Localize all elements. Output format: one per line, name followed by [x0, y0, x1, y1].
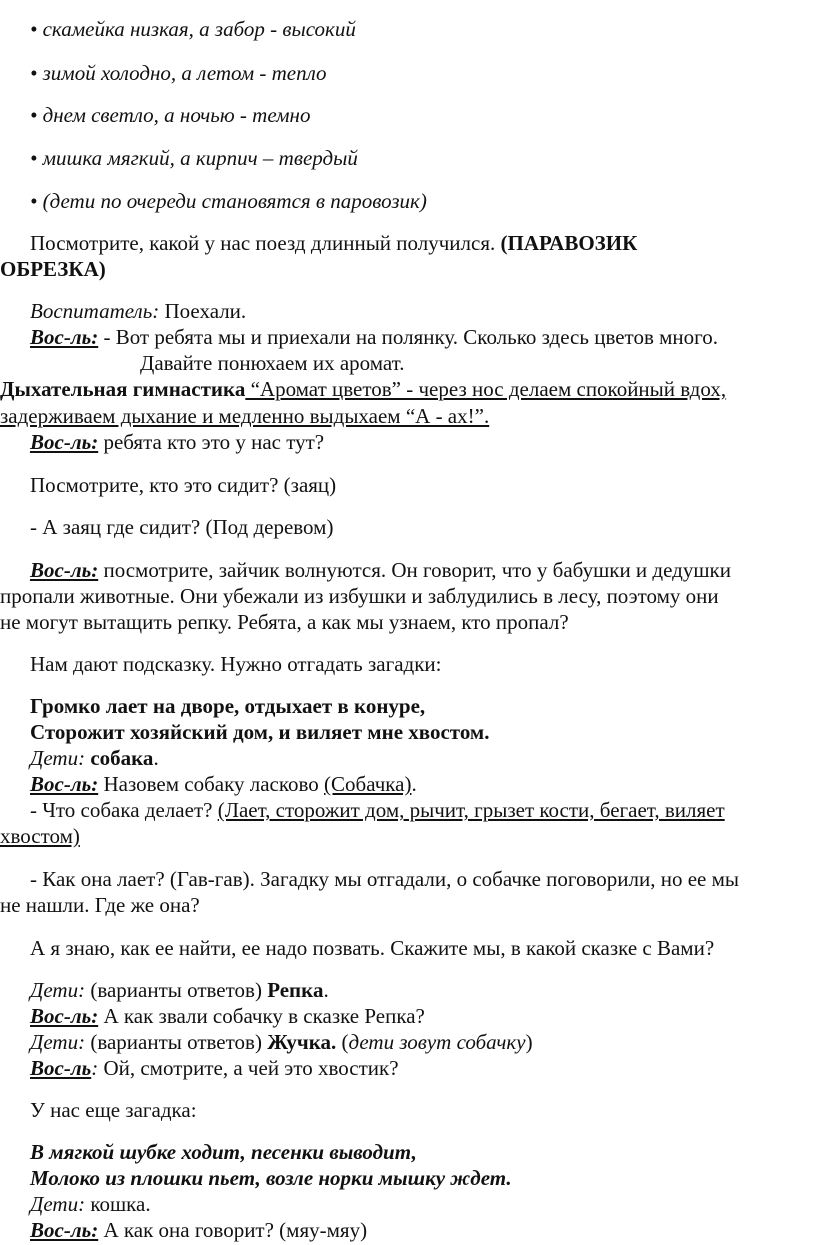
paragraph-bark-cont: не нашли. Где же она?: [0, 893, 200, 917]
paragraph-field: Вос-ль: - Вот ребята мы и приехали на полянку. Сколько здесь цветов много.: [30, 325, 718, 349]
answer-cat: Дети: кошка.: [30, 1192, 151, 1216]
bullet-icon: •: [30, 17, 38, 41]
paragraph-field-cont: Давайте понюхаем их аромат.: [140, 351, 405, 375]
bullet-icon: •: [30, 189, 38, 213]
answer-dog: Дети: собака.: [30, 746, 159, 770]
paragraph-cat: Вос-ль: А как она говорит? (мяу-мяу): [30, 1218, 368, 1242]
bullet-icon: •: [30, 146, 38, 170]
answer-tale: Дети: (варианты ответов) Репка.: [30, 978, 329, 1002]
list-item: • скамейка низкая, а забор - высокий: [30, 17, 356, 41]
paragraph-train-cont: ОБРЕЗКА): [0, 257, 106, 281]
paragraph-where: - А заяц где сидит? (Под деревом): [30, 515, 334, 539]
list-item: • днем светло, а ночью - темно: [30, 103, 311, 127]
breathing-exercise: Дыхательная гимнастика “Аромат цветов” - через нос делаем спокойный вдох,: [0, 377, 727, 401]
list-item: • зимой холодно, а летом - тепло: [30, 61, 327, 85]
answer-zhuchka: Дети: (варианты ответов) Жучка. (дети зовут собачку): [30, 1030, 533, 1054]
paragraph-call: А я знаю, как ее найти, ее надо позвать. Скажите мы, в какой сказке с Вами?: [30, 936, 715, 960]
list-item: • (дети по очереди становятся в паровозик): [30, 189, 427, 213]
paragraph-worry-cont: не могут вытащить репку. Ребята, а как мы узнаем, кто пропал?: [0, 610, 569, 634]
paragraph-train: Посмотрите, какой у нас поезд длинный получился. (ПАРАВОЗИК: [30, 231, 638, 255]
riddle-cat-line: Молоко из плошки пьет, возле норки мышку ждет.: [30, 1166, 512, 1190]
paragraph-dogname: Вос-ль: А как звали собачку в сказке Репка?: [30, 1004, 425, 1028]
paragraph-more: У нас еще загадка:: [30, 1098, 197, 1122]
paragraph-bark: - Как она лает? (Гав-гав). Загадку мы отгадали, о собачке поговорили, но ее мы: [30, 867, 739, 891]
paragraph-who: Вос-ль: ребята кто это у нас тут?: [30, 430, 325, 454]
breathing-exercise-cont: задерживаем дыхание и медленно выдыхаем “А - ах!”.: [0, 404, 490, 428]
paragraph-hint: Нам дают подсказку. Нужно отгадать загадки:: [30, 652, 442, 676]
paragraph-affection: Вос-ль: Назовем собаку ласково (Собачка).: [30, 772, 417, 796]
paragraph-worry-cont: пропали животные. Они убежали из избушки и заблудились в лесу, поэтому они: [0, 584, 719, 608]
paragraph-sits: Посмотрите, кто это сидит? (заяц): [30, 473, 337, 497]
bullet-icon: •: [30, 103, 38, 127]
riddle-cat-line: В мягкой шубке ходит, песенки выводит,: [30, 1140, 417, 1164]
paragraph-worry: Вос-ль: посмотрите, зайчик волнуются. Он говорит, что у бабушки и дедушки: [30, 558, 731, 582]
paragraph-does: - Что собака делает? (Лает, сторожит дом, рычит, грызет кости, бегает, виляет: [30, 798, 725, 822]
paragraph-does-cont: хвостом): [0, 824, 80, 848]
bullet-icon: •: [30, 61, 38, 85]
riddle-dog-line: Громко лает на дворе, отдыхает в конуре,: [30, 694, 426, 718]
riddle-dog-line: Сторожит хозяйский дом, и виляет мне хвостом.: [30, 720, 490, 744]
paragraph-tail: Вос-ль: Ой, смотрите, а чей это хвостик?: [30, 1056, 399, 1080]
list-item: • мишка мягкий, а кирпич – твердый: [30, 146, 358, 170]
paragraph-go: Воспитатель: Поехали.: [30, 299, 247, 323]
